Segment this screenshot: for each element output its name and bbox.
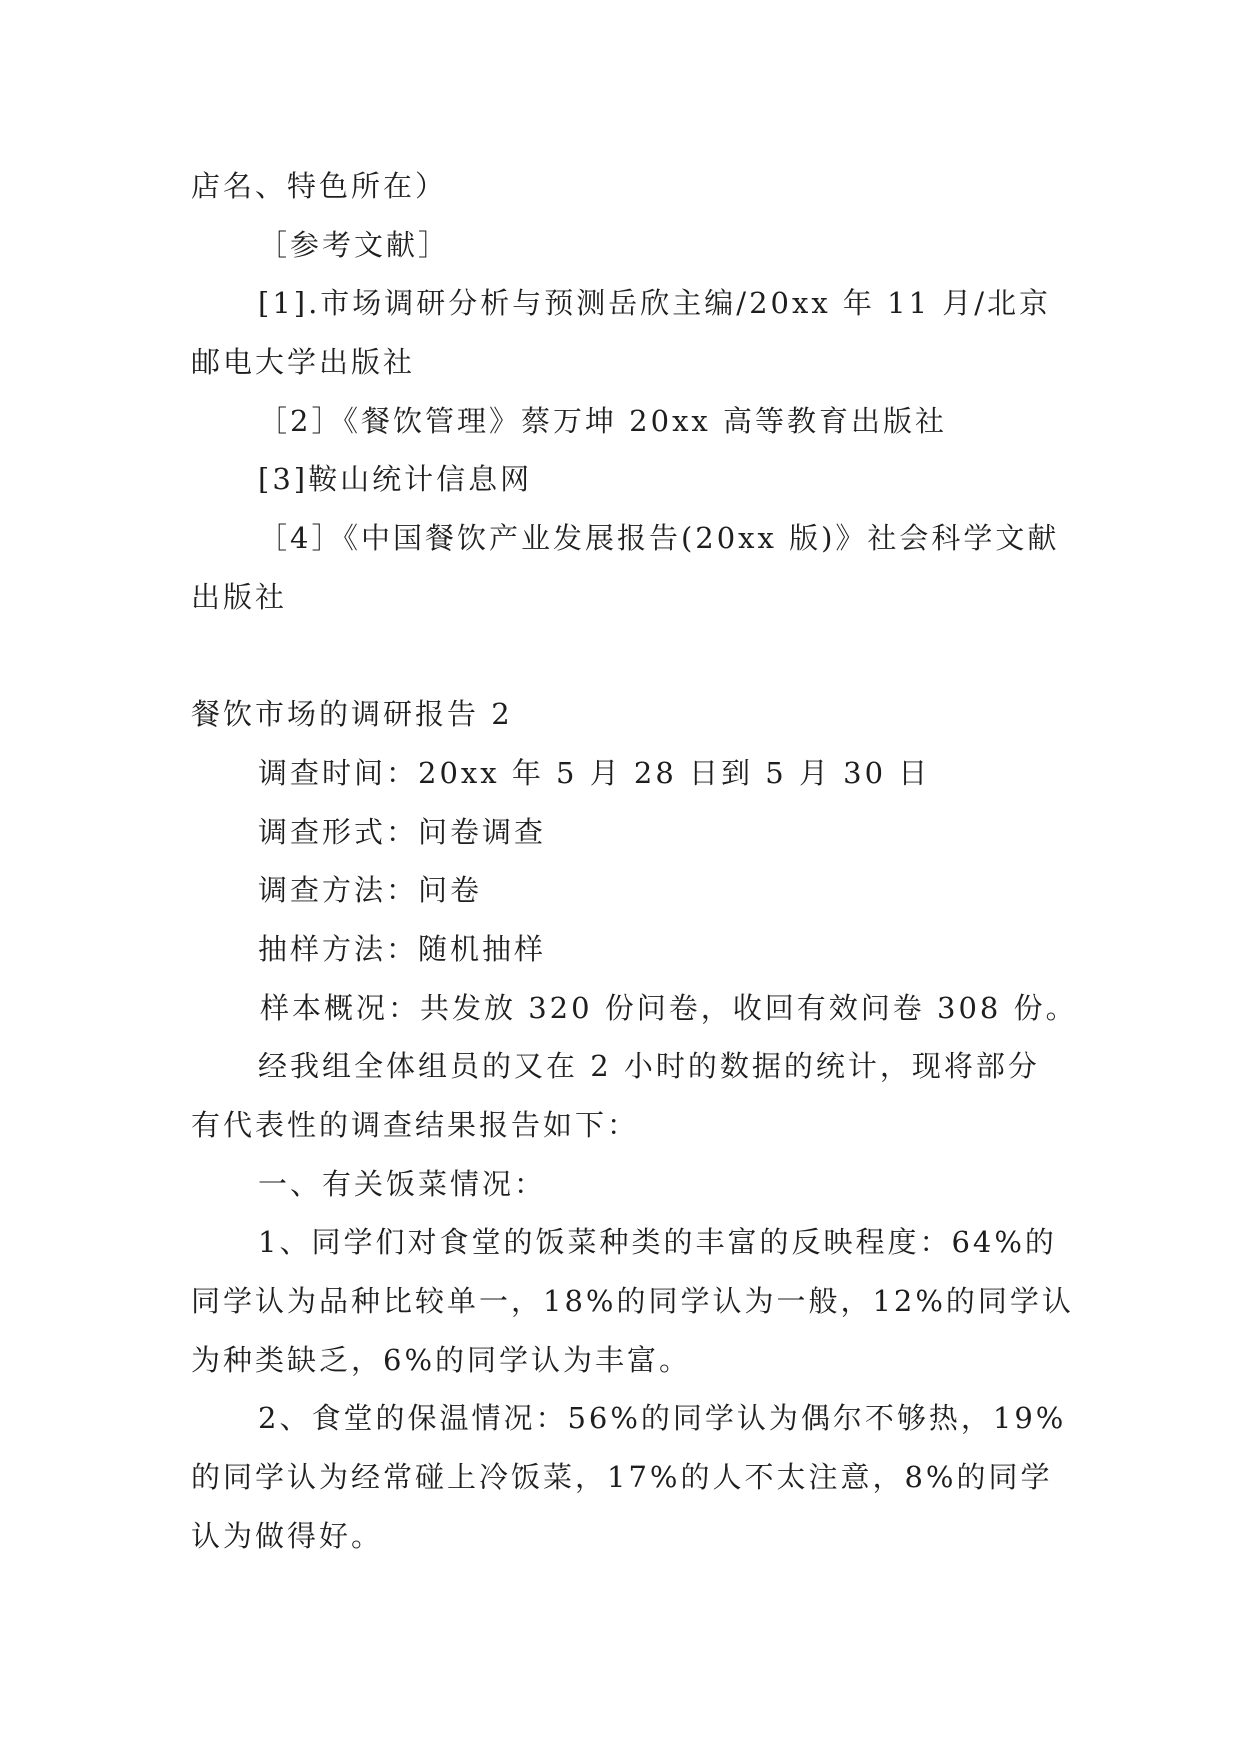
report-title: 餐饮市场的调研报告 2 — [191, 697, 513, 732]
survey-time: 调查时间：20xx 年 5 月 28 日到 5 月 30 日 — [258, 755, 931, 790]
survey-form: 调查形式：问卷调查 — [258, 814, 547, 849]
references-heading: ［参考文献］ — [258, 227, 451, 262]
point-1-line: 为种类缺乏，6%的同学认为丰富。 — [191, 1342, 692, 1377]
point-2-line: 认为做得好。 — [191, 1518, 384, 1553]
section-heading: 一、有关饭菜情况： — [258, 1166, 547, 1201]
survey-method: 调查方法：问卷 — [258, 873, 483, 908]
reference-item-1-continuation: 邮电大学出版社 — [191, 345, 416, 380]
reference-item-4-continuation: 出版社 — [191, 579, 288, 614]
continuation-line: 店名、特色所在） — [191, 169, 448, 203]
sample-overview: 样本概况：共发放 320 份问卷，收回有效问卷 308 份。 — [260, 990, 1078, 1025]
point-1-line: 同学认为品种比较单一，18%的同学认为一般，12%的同学认 — [191, 1284, 1074, 1319]
point-2-line: 2、食堂的保温情况：56%的同学认为偶尔不够热，19% — [258, 1401, 1067, 1436]
reference-item-2: ［2］《餐饮管理》蔡万坤 20xx 高等教育出版社 — [258, 403, 947, 438]
sampling-method: 抽样方法：随机抽样 — [258, 931, 547, 966]
intro-paragraph-line: 有代表性的调查结果报告如下： — [191, 1108, 640, 1142]
intro-paragraph-line: 经我组全体组员的又在 2 小时的数据的统计，现将部分 — [258, 1049, 1040, 1084]
blank-line — [191, 627, 1091, 686]
point-2-line: 的同学认为经常碰上冷饭菜，17%的人不太注意，8%的同学 — [191, 1460, 1053, 1495]
document-body — [191, 157, 1091, 1566]
reference-item-3: [3]鞍山统计信息网 — [258, 462, 533, 497]
reference-item-4: ［4］《中国餐饮产业发展报告(20xx 版)》社会科学文献 — [258, 521, 1060, 556]
point-1-line: 1、同学们对食堂的饭菜种类的丰富的反映程度：64%的 — [258, 1225, 1057, 1260]
reference-item-1: [1].市场调研分析与预测岳欣主编/20xx 年 11 月/北京 — [258, 286, 1052, 321]
